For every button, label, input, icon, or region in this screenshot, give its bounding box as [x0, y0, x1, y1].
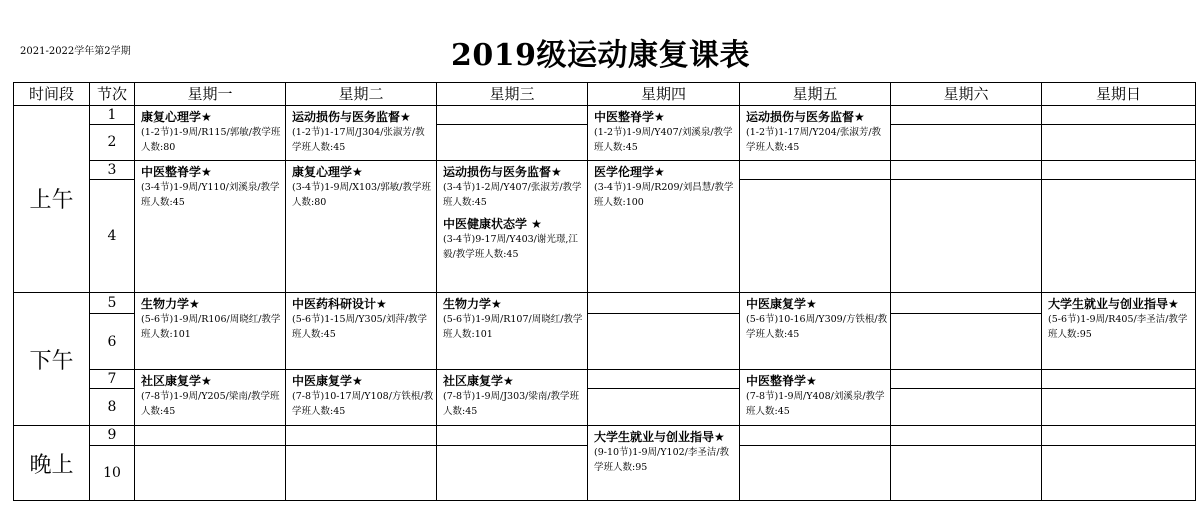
- slot-number: 3: [90, 160, 135, 179]
- course-name: 医学伦理学★: [594, 164, 665, 179]
- course-info: (1-2节)1-9周/R115/郭敏/教学班人数:80: [141, 126, 281, 153]
- period-evening: 晚上: [14, 426, 90, 501]
- course-info: (3-4节)9-17周/Y403/谢光璟,江毅/教学班人数:45: [443, 233, 578, 260]
- course-info: (3-4节)1-9周/Y110/刘溪泉/教学班人数:45: [141, 181, 280, 208]
- slot-number: 8: [90, 389, 135, 426]
- empty-cell: [588, 389, 740, 426]
- slot-row: [14, 369, 1196, 388]
- course-info: (3-4节)1-9周/R209/刘昌慧/教学班人数:100: [594, 181, 734, 208]
- course-cell[interactable]: [588, 105, 740, 160]
- term-label: 2021-2022学年第2学期: [20, 46, 131, 57]
- slot-row: [14, 105, 1196, 124]
- course-name: 中医健康状态学 ★: [443, 216, 542, 231]
- day-header-wed: 星期三: [437, 83, 588, 106]
- course-info: (3-4节)1-9周/X103/郭敏/教学班人数:80: [292, 181, 432, 208]
- course-name: 康复心理学★: [141, 109, 212, 124]
- course-name: 社区康复学★: [443, 373, 514, 388]
- empty-cell: [740, 160, 891, 179]
- slot-row: [14, 426, 1196, 445]
- course-name: 运动损伤与医务监督★: [292, 109, 411, 124]
- course-cell[interactable]: [437, 369, 588, 425]
- empty-cell: [437, 426, 588, 445]
- course-info: (3-4节)1-2周/Y407/张淑芳/教学班人数:45: [443, 181, 582, 208]
- course-name: 中医整脊学★: [141, 164, 212, 179]
- empty-cell: [437, 124, 588, 160]
- course-info: (7-8节)1-9周/Y408/刘溪泉/教学班人数:45: [746, 390, 885, 417]
- course-cell[interactable]: [588, 160, 740, 292]
- empty-cell: [286, 445, 437, 500]
- header-row: [14, 83, 1196, 106]
- course-cell[interactable]: [740, 105, 891, 160]
- course-cell[interactable]: [135, 292, 286, 369]
- course-name: 中医康复学★: [292, 373, 363, 388]
- slot-number: 1: [90, 105, 135, 124]
- empty-cell: [588, 369, 740, 388]
- course-info: (1-2节)1-17周/Y204/张淑芳/教学班人数:45: [746, 126, 882, 153]
- course-info: (9-10节)1-9周/Y102/李圣洁/教学班人数:95: [594, 447, 730, 474]
- course-cell[interactable]: [286, 292, 437, 369]
- slot-number: 2: [90, 124, 135, 160]
- slot-header: 节次: [90, 83, 135, 106]
- course-cell[interactable]: [740, 292, 891, 369]
- empty-cell: [891, 314, 1042, 369]
- empty-cell: [891, 160, 1042, 179]
- course-name: 中医康复学★: [746, 296, 817, 311]
- course-info: (5-6节)1-15周/Y305/刘萍/教学班人数:45: [292, 313, 428, 340]
- course-cell[interactable]: [286, 369, 437, 425]
- slot-number: 10: [90, 445, 135, 500]
- course-cell[interactable]: [286, 105, 437, 160]
- course-name: 运动损伤与医务监督★: [746, 109, 865, 124]
- empty-cell: [588, 292, 740, 314]
- empty-cell: [286, 426, 437, 445]
- empty-cell: [135, 445, 286, 500]
- period-morning: 上午: [14, 105, 90, 292]
- empty-cell: [437, 105, 588, 124]
- course-info: (5-6节)10-16周/Y309/方铁根/教学班人数:45: [746, 313, 888, 340]
- course-name: 中医整脊学★: [594, 109, 665, 124]
- empty-cell: [891, 292, 1042, 314]
- course-name: 中医整脊学★: [746, 373, 817, 388]
- day-header-mon: 星期一: [135, 83, 286, 106]
- day-header-thu: 星期四: [588, 83, 740, 106]
- slot-number: 4: [90, 180, 135, 293]
- empty-cell: [891, 124, 1042, 160]
- day-header-tue: 星期二: [286, 83, 437, 106]
- course-info: (7-8节)10-17周/Y108/方铁根/教学班人数:45: [292, 390, 434, 417]
- course-name: 大学生就业与创业指导★: [1048, 296, 1179, 311]
- course-cell[interactable]: [437, 292, 588, 369]
- timetable: [13, 82, 1196, 501]
- empty-cell: [588, 314, 740, 369]
- course-name: 大学生就业与创业指导★: [594, 430, 725, 445]
- course-info: (5-6节)1-9周/R106/周晓红/教学班人数:101: [141, 313, 281, 340]
- course-info: (7-8节)1-9周/J303/梁南/教学班人数:45: [443, 390, 580, 417]
- slot-number: 5: [90, 292, 135, 314]
- empty-cell: [891, 445, 1042, 500]
- slot-number: 6: [90, 314, 135, 369]
- course-info: (1-2节)1-17周/J304/张淑芳/教学班人数:45: [292, 126, 425, 153]
- empty-cell: [1042, 426, 1196, 445]
- course-name: 生物力学★: [443, 296, 502, 311]
- empty-cell: [1042, 369, 1196, 388]
- course-cell[interactable]: [135, 105, 286, 160]
- slot-row: [14, 292, 1196, 314]
- empty-cell: [740, 180, 891, 293]
- empty-cell: [1042, 389, 1196, 426]
- empty-cell: [891, 180, 1042, 293]
- course-name: 中医药科研设计★: [292, 296, 387, 311]
- empty-cell: [1042, 180, 1196, 293]
- empty-cell: [1042, 105, 1196, 124]
- day-header-fri: 星期五: [740, 83, 891, 106]
- course-name: 生物力学★: [141, 296, 200, 311]
- course-name: 运动损伤与医务监督★: [443, 164, 562, 179]
- course-cell[interactable]: [588, 426, 740, 501]
- empty-cell: [1042, 445, 1196, 500]
- empty-cell: [740, 426, 891, 445]
- day-header-sat: 星期六: [891, 83, 1042, 106]
- course-cell[interactable]: [1042, 292, 1196, 369]
- empty-cell: [740, 445, 891, 500]
- period-header: 时间段: [14, 83, 90, 106]
- course-cell[interactable]: [135, 369, 286, 425]
- empty-cell: [891, 369, 1042, 388]
- course-info: (1-2节)1-9周/Y407/刘溪泉/教学班人数:45: [594, 126, 733, 153]
- empty-cell: [1042, 124, 1196, 160]
- course-info: (5-6节)1-9周/R405/李圣洁/教学班人数:95: [1048, 313, 1188, 340]
- empty-cell: [891, 389, 1042, 426]
- empty-cell: [891, 426, 1042, 445]
- empty-cell: [437, 445, 588, 500]
- course-cell[interactable]: [437, 160, 588, 292]
- course-cell[interactable]: [286, 160, 437, 292]
- course-cell[interactable]: [740, 369, 891, 425]
- course-cell[interactable]: [135, 160, 286, 292]
- slot-number: 7: [90, 369, 135, 388]
- course-info: (5-6节)1-9周/R107/周晓红/教学班人数:101: [443, 313, 583, 340]
- slot-row: [14, 160, 1196, 179]
- course-name: 社区康复学★: [141, 373, 212, 388]
- empty-cell: [1042, 160, 1196, 179]
- empty-cell: [135, 426, 286, 445]
- day-header-sun: 星期日: [1042, 83, 1196, 106]
- slot-number: 9: [90, 426, 135, 445]
- empty-cell: [891, 105, 1042, 124]
- period-afternoon: 下午: [14, 292, 90, 425]
- course-info: (7-8节)1-9周/Y205/梁南/教学班人数:45: [141, 390, 280, 417]
- page-title: 2019级运动康复课表: [451, 38, 750, 73]
- course-name: 康复心理学★: [292, 164, 363, 179]
